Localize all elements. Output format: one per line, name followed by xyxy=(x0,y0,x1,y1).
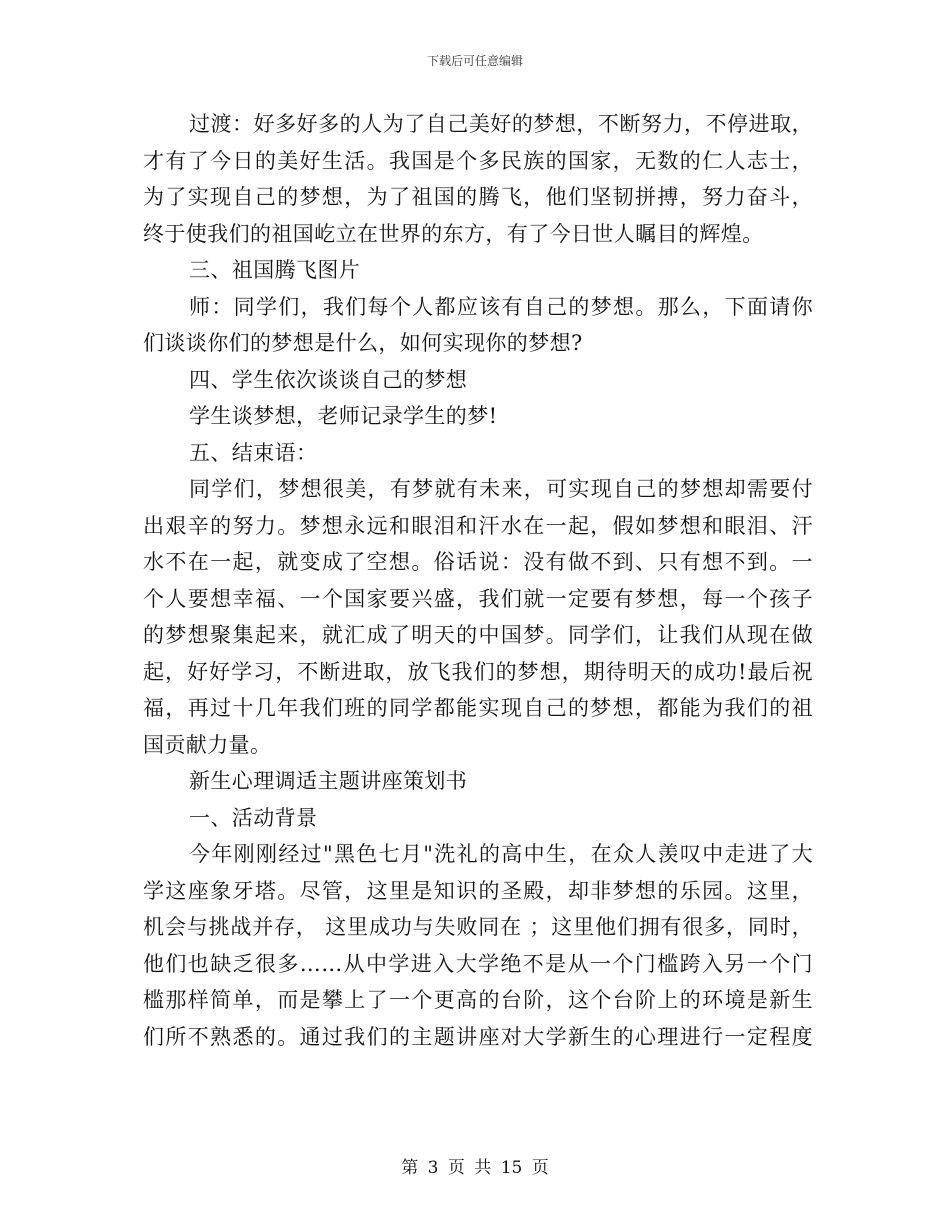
text-line: 们谈谈你们的梦想是什么，如何实现你的梦想? xyxy=(143,331,583,355)
text-line: 国贡献力量。 xyxy=(143,732,272,757)
text-line: 一、活动背景 xyxy=(189,805,318,830)
text-line: 四、学生依次谈谈自己的梦想 xyxy=(189,367,468,392)
text-line: 同学们，梦想很美，有梦就有未来，可实现自己的梦想却需要付 xyxy=(189,477,813,501)
text-line: 机会与挑战并存， 这里成功与失败同在 ；这里他们拥有很多，同时， xyxy=(143,915,813,939)
text-line: 五、结束语： xyxy=(189,440,318,465)
text-line: 槛那样简单，而是攀上了一个更高的台阶，这个台阶上的环境是新生 xyxy=(143,988,813,1012)
page-header: 下载后可任意编辑 xyxy=(426,54,523,68)
document-body xyxy=(143,106,813,1055)
text-line: 学生谈梦想，老师记录学生的梦! xyxy=(189,404,498,428)
page-footer: 第 3 页 共 15 页 xyxy=(401,1158,549,1178)
text-line: 过渡：好多好多的人为了自己美好的梦想，不断努力，不停进取， xyxy=(189,112,813,136)
text-line: 们所不熟悉的。通过我们的主题讲座对大学新生的心理进行一定程度 xyxy=(143,1024,813,1049)
text-line: 起，好好学习，不断进取，放飞我们的梦想，期待明天的成功!最后祝 xyxy=(143,659,813,684)
text-line: 新生心理调适主题讲座策划书 xyxy=(189,769,468,793)
text-line: 出艰辛的努力。梦想永远和眼泪和汗水在一起，假如梦想和眼泪、汗 xyxy=(143,513,813,538)
text-line: 今年刚刚经过"黑色七月"洗礼的高中生，在众人羡叹中走进了大 xyxy=(189,842,813,866)
text-line: 学这座象牙塔。尽管，这里是知识的圣殿，却非梦想的乐园。这里， xyxy=(143,878,813,903)
text-line: 三、祖国腾飞图片 xyxy=(189,258,361,282)
text-line: 个人要想幸福、一个国家要兴盛，我们就一定要有梦想，每一个孩子 xyxy=(143,586,813,611)
text-line: 才有了今日的美好生活。我国是个多民族的国家，无数的仁人志士， xyxy=(143,148,813,173)
text-line: 的梦想聚集起来，就汇成了明天的中国梦。同学们，让我们从现在做 xyxy=(143,623,813,647)
text-line: 水不在一起，就变成了空想。俗话说：没有做不到、只有想不到。一 xyxy=(143,550,813,574)
text-line: 他们也缺乏很多……从中学进入大学绝不是从一个门槛跨入另一个门 xyxy=(143,951,813,976)
text-line: 为了实现自己的梦想，为了祖国的腾飞，他们坚韧拼搏，努力奋斗， xyxy=(143,185,813,209)
text-line: 师：同学们，我们每个人都应该有自己的梦想。那么，下面请你 xyxy=(189,294,813,319)
text-line: 福，再过十几年我们班的同学都能实现自己的梦想，都能为我们的祖 xyxy=(143,696,813,720)
text-line: 终于使我们的祖国屹立在世界的东方，有了今日世人瞩目的辉煌。 xyxy=(143,221,764,246)
